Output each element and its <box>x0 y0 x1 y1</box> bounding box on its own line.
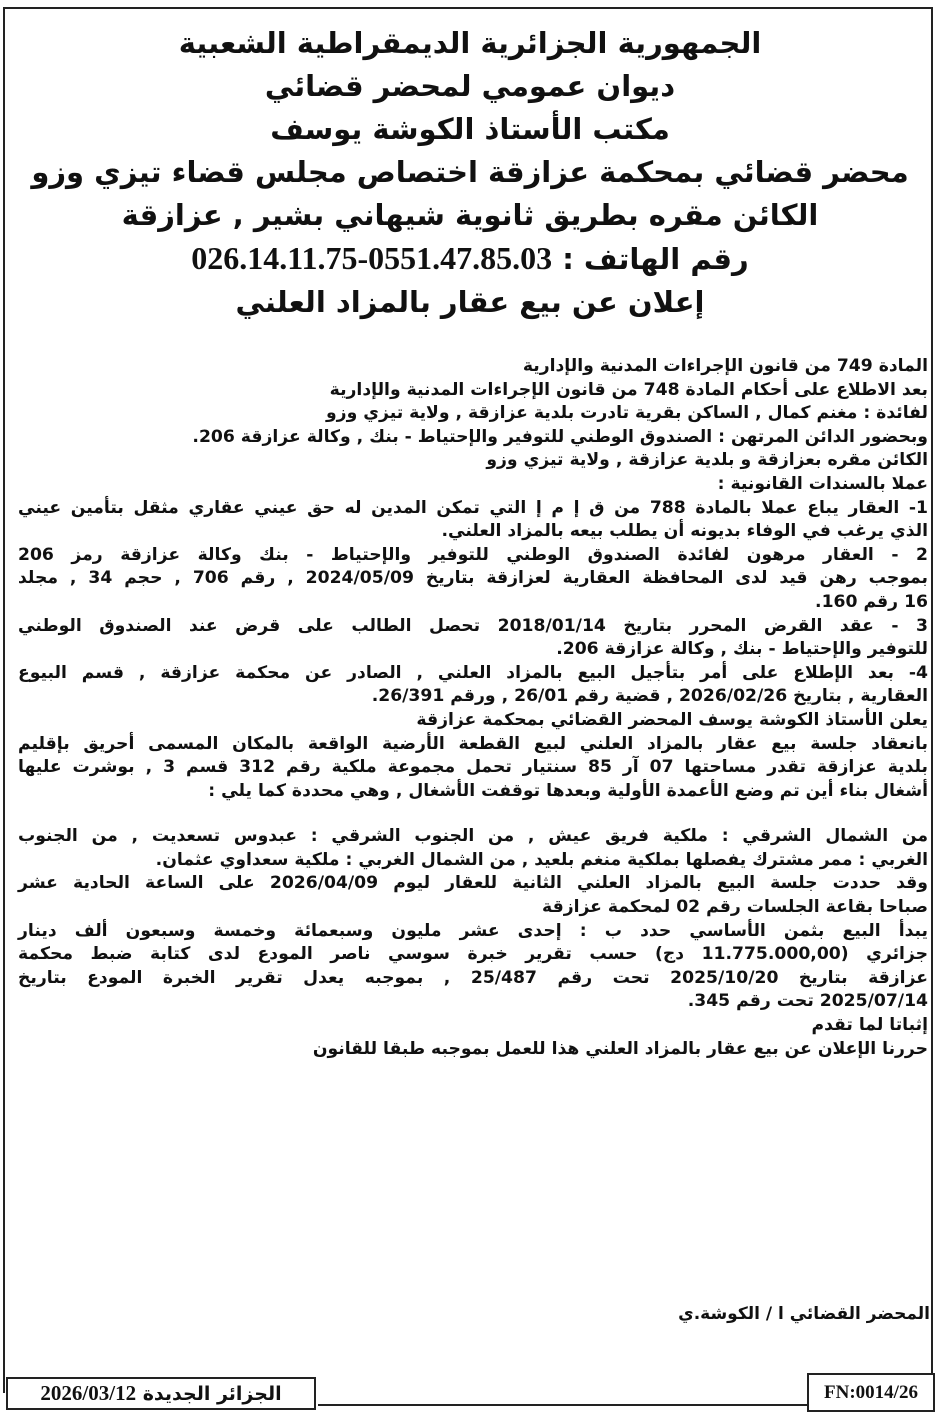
body-line: حررنا الإعلان عن بيع عقار بالمزاد العلني هذا للعمل بموجبه طبقا للقانون <box>312 1038 928 1059</box>
body-line: من الشمال الشرقي : ملكية فريق عيش , من الجنوب الشرقي : عبدوس تسعديت , من الجنوب <box>18 826 928 847</box>
body-line: أشغال بناء أين تم وضع الأعمدة الأولية وبعدها توقفت الأشغال , وهي محددة كما يلي : <box>208 780 928 801</box>
body-line: وبحضور الدائن المرتهن : الصندوق الوطني للتوفير والإحتياط - بنك , وكالة عزازقة 206. <box>192 426 928 447</box>
body-line: 2 - العقار مرهون لفائدة الصندوق الوطني للتوفير والإحتياط - بنك وكالة عزازقة رمز 206 <box>18 544 928 565</box>
body-line: بموجب رهن قيد لدى المحافظة العقارية لعزازقة بتاريخ 2024/05/09 , رقم 706 , حجم 34 , مجلد <box>18 568 928 589</box>
court-jurisdiction: محضر قضائي بمحكمة عزازقة اختصاص مجلس قضاء تيزي وزو <box>31 155 909 189</box>
body-line: 16 رقم 160. <box>815 591 928 612</box>
announcement-title: إعلان عن بيع عقار بالمزاد العلني <box>235 285 705 319</box>
body-line: الغربي : ممر مشترك يفصلها بملكية منغم بلعيد , من الشمال الغربي : ملكية سعداوي عثمان. <box>155 849 928 870</box>
spacer <box>18 803 928 825</box>
body-line: بانعقاد جلسة بيع عقار بالمزاد العلني لبيع القطعة الأرضية الواقعة بالمكان المسمى أحريق بإقليم <box>18 733 928 754</box>
bailiff-signature: المحضر القضائي ا / الكوشة.ي <box>678 1304 930 1324</box>
phone-number: 0551.47.85.03-026.14.11.75 <box>191 240 553 276</box>
office-title: ديوان عمومي لمحضر قضائي <box>264 69 676 103</box>
office-address: الكائن مقره بطريق ثانوية شيهاني بشير , عزازقة <box>121 198 819 232</box>
body-line: الذي يرغب في الوفاء بديونه أن يطلب بيعه بالمزاد العلني. <box>441 521 928 542</box>
body-line: 4- بعد الإطلاع على أمر بتأجيل البيع بالمزاد العلني , الصادر عن محكمة عزازقة , قسم البيوع <box>18 662 928 683</box>
body-line: لفائدة : مغنم كمال , الساكن بقرية تادرت بلدية عزازقة , ولاية تيزي وزو <box>326 403 928 424</box>
bailiff-office: مكتب الأستاذ الكوشة يوسف <box>270 112 670 146</box>
phone-line <box>20 237 920 281</box>
body-line: جزائري (11.775.000,00 دج) حسب تقرير خبرة سوسي ناصر المودع لدى كتابة ضبط محكمة <box>18 944 928 965</box>
body-line: صباحا بقاعة الجلسات رقم 02 لمحكمة عزازقة <box>542 897 928 918</box>
body-line: وقد حددت جلسة البيع بالمزاد العلني الثانية للعقار ليوم 2026/04/09 على الساعة الحادية عشر <box>18 873 928 894</box>
body-line: عملا بالسندات القانونية : <box>717 473 928 494</box>
file-number: FN:0014/26 <box>824 1382 918 1403</box>
newspaper-name: الجزائر الجديدة <box>142 1383 282 1405</box>
republic-title: الجمهورية الجزائرية الديمقراطية الشعبية <box>178 26 762 60</box>
body-line: للتوفير والإحتياط - بنك , وكالة عزازقة 206. <box>556 639 928 660</box>
body-line: 1- العقار يباع عملا بالمادة 788 من ق إ م إ التي تمكن المدين له حق عيني عقاري مثقل بتأمين عيني <box>18 497 928 518</box>
bottom-divider <box>318 1404 808 1406</box>
body-line: المادة 749 من قانون الإجراءات المدنية والإدارية <box>522 356 928 376</box>
body-line: الكائن مقره بعزازقة و بلدية عزازقة , ولاية تيزي وزو <box>486 450 928 471</box>
body-line: بعد الاطلاع على أحكام المادة 748 من قانون الإجراءات المدنية والإدارية <box>329 379 928 400</box>
body-line: يبدأ البيع بثمن الأساسي حدد ب : إحدى عشر مليون وسبعمائة وخمسة وسبعون ألف دينار <box>18 920 928 941</box>
body-line: إثباتا لما تقدم <box>811 1015 928 1036</box>
body-line: يعلن الأستاذ الكوشة يوسف المحضر القضائي بمحكمة عزازقة <box>416 709 928 730</box>
newspaper-date-box <box>6 1377 316 1410</box>
body-line: عزازقة بتاريخ 2025/10/20 تحت رقم 25/487 , بموجبه يعدل تقرير الخبرة المودع بتاريخ <box>18 967 928 988</box>
file-number-box <box>807 1373 935 1412</box>
document-header <box>20 22 920 324</box>
body-line: بلدية عزازقة تقدر مساحتها 07 آر 85 سنتيار تحمل مجموعة ملكية رقم 312 قسم 3 , بوشرت عليها <box>18 757 928 778</box>
publication-date: 2026/03/12 <box>40 1381 137 1405</box>
document-body <box>18 355 928 1061</box>
body-line: العقارية , بتاريخ 2026/02/26 , قضية رقم 26/01 , ورقم 26/391. <box>371 686 928 707</box>
body-line: 2025/07/14 تحت رقم 345. <box>687 991 928 1012</box>
phone-label: رقم الهاتف : <box>562 242 749 276</box>
body-line: 3 - عقد القرض المحرر بتاريخ 2018/01/14 تحصل الطالب على قرض عند الصندوق الوطني <box>18 615 928 636</box>
